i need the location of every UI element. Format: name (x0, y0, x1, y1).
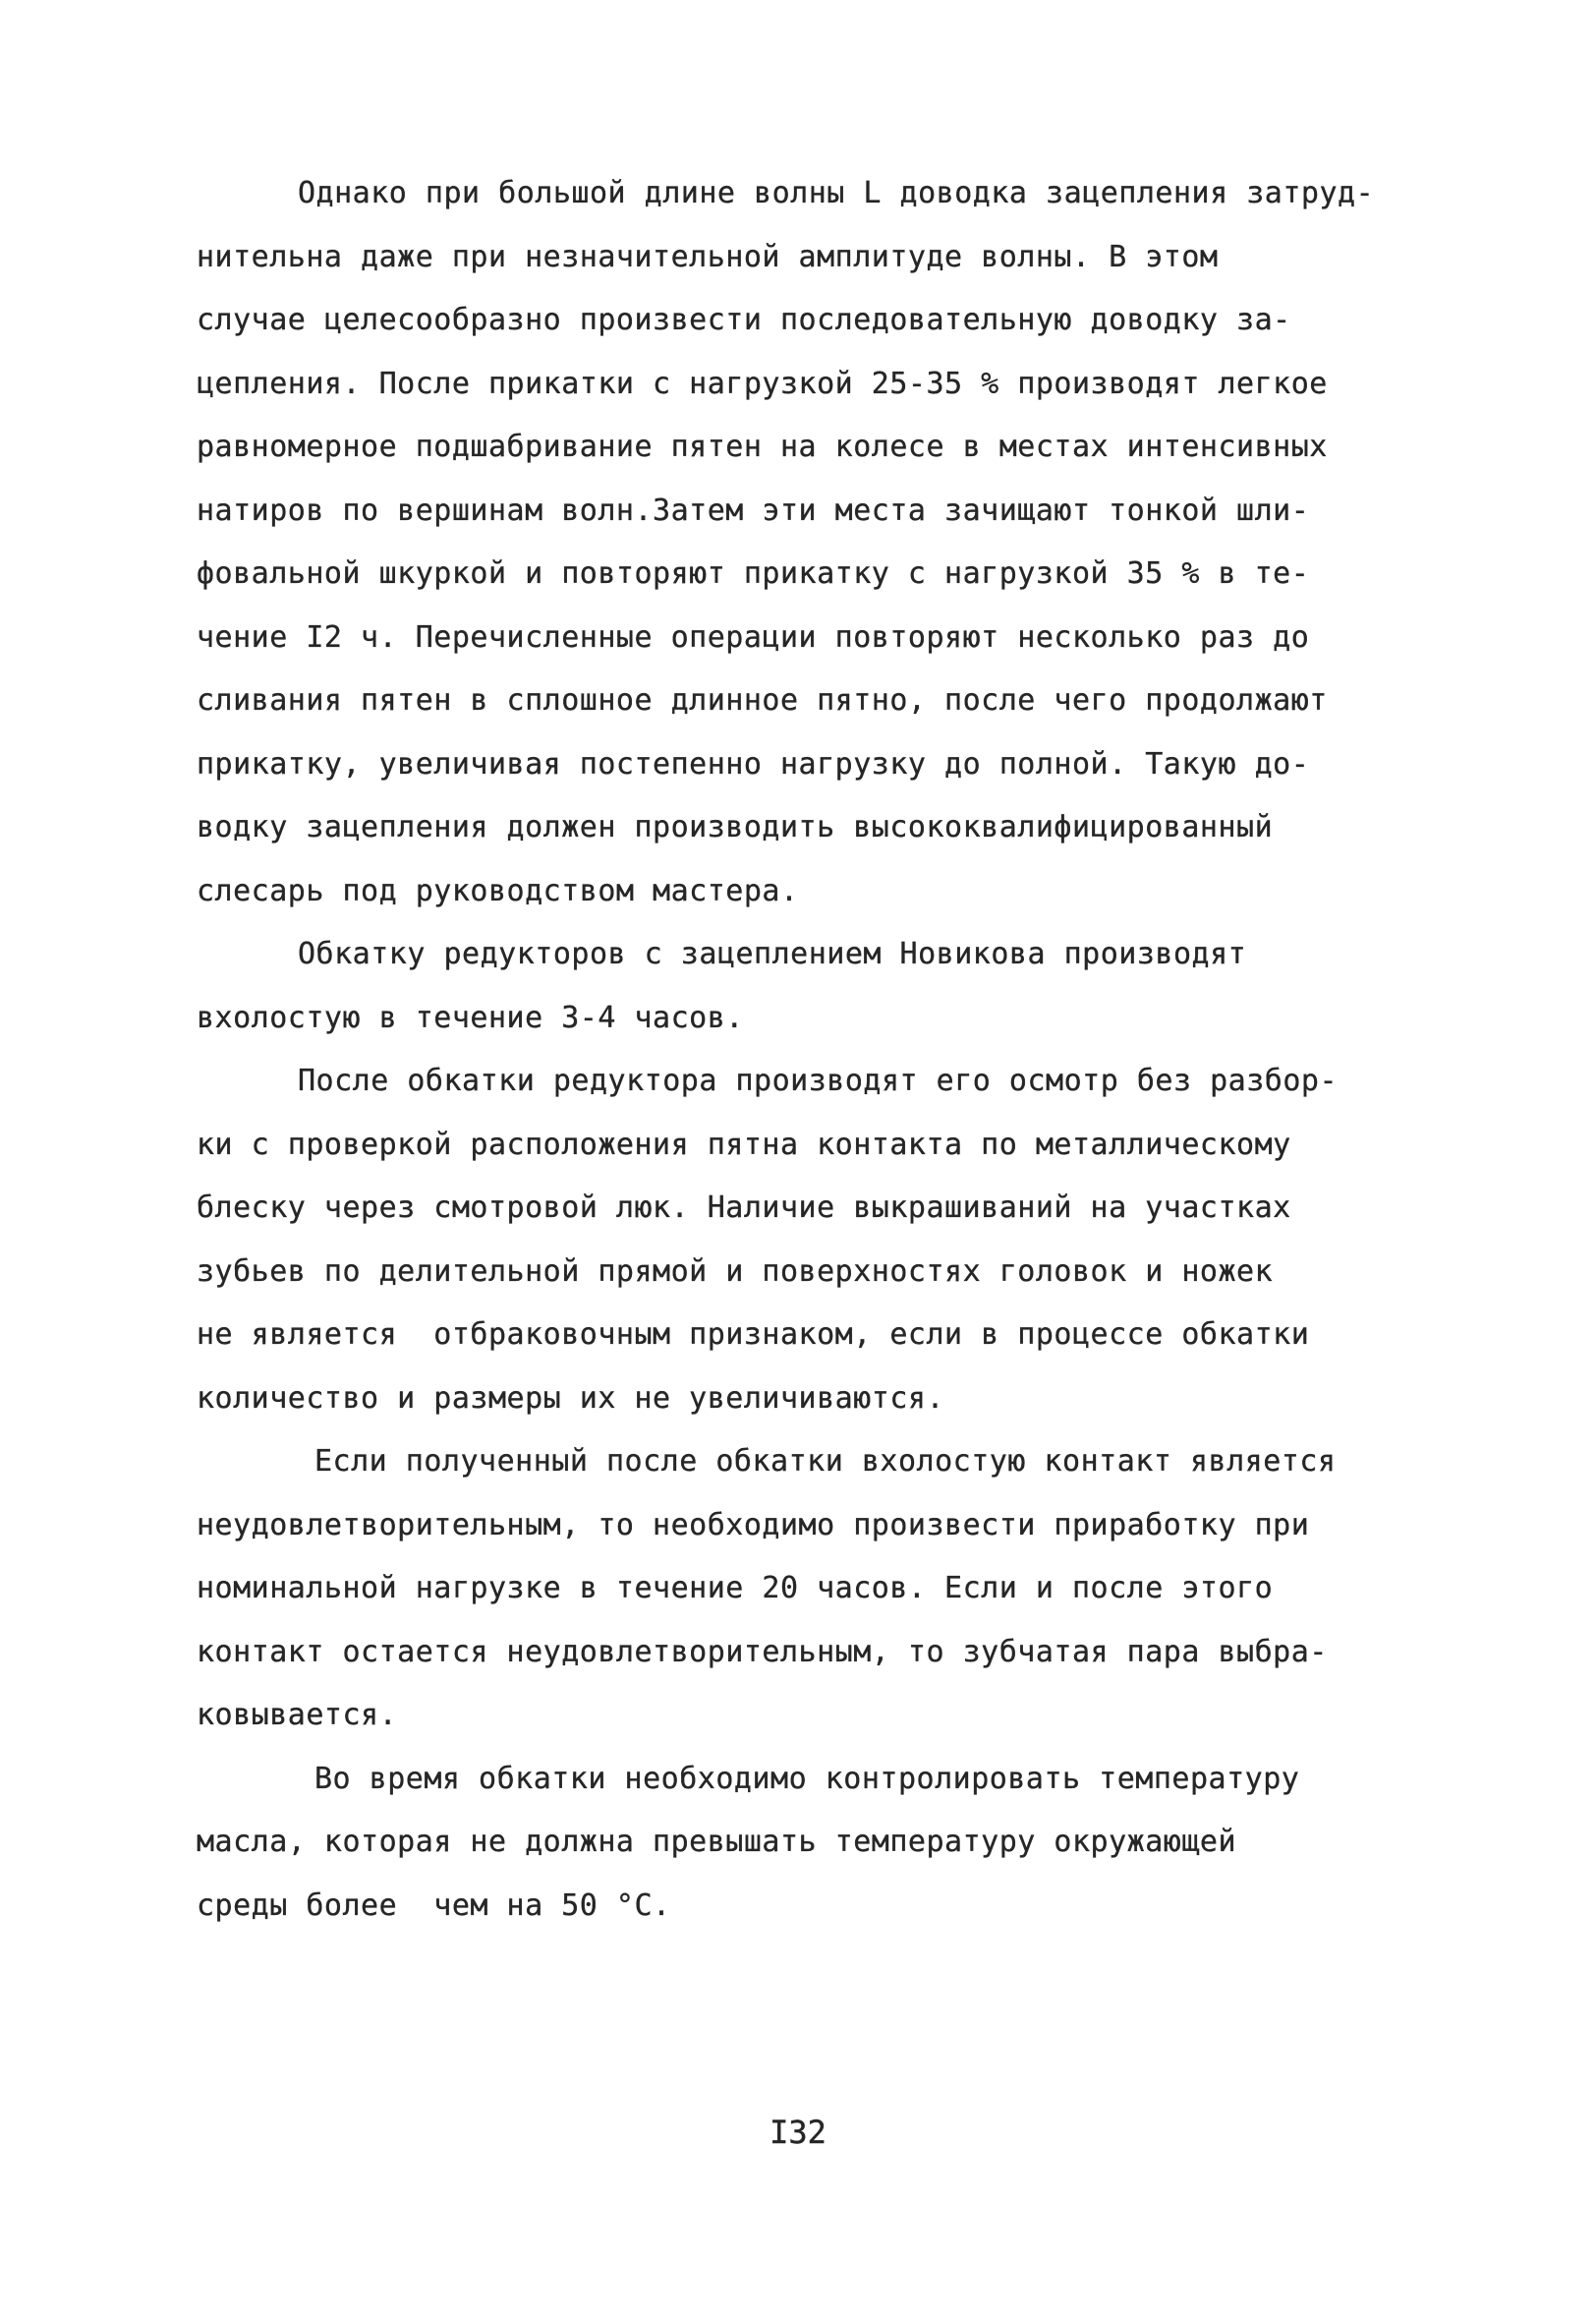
text-line: случае целесообразно произвести последовательную доводку за- (197, 303, 1291, 337)
text-line: Если полученный после обкатки вхолостую контакт является (314, 1444, 1337, 1479)
text-line: слесарь под руководством мастера. (197, 873, 799, 908)
text-line: сливания пятен в сплошное длинное пятно, после чего продолжают (197, 683, 1328, 718)
text-line: чение I2 ч. Перечисленные операции повторяют несколько раз до (197, 619, 1310, 655)
body-text (197, 162, 1435, 1938)
text-line: цепления. После прикатки с нагрузкой 25-35 % производят легкое (197, 366, 1328, 401)
text-line: Обкатку редукторов с зацеплением Новикова производят (298, 937, 1247, 971)
text-line: количество и размеры их не увеличиваются. (197, 1380, 945, 1416)
text-line: равномерное подшабривание пятен на колесе в местах интенсивных (197, 430, 1328, 464)
text-line: Во время обкатки необходимо контролировать температуру (314, 1761, 1300, 1796)
text-line: зубьев по делительной прямой и поверхностях головок и ножек (197, 1253, 1274, 1289)
text-line: После обкатки редуктора производят его осмотр без разбор- (298, 1064, 1339, 1098)
text-line: вхолостую в течение 3-4 часов. (197, 1000, 744, 1035)
text-line: натиров по вершинам волн.Затем эти места зачищают тонкой шли- (197, 493, 1310, 528)
paragraph-3 (197, 1050, 1435, 1430)
text-line: ковывается. (197, 1698, 398, 1732)
text-line: неудовлетворительным, то необходимо произвести приработку при (197, 1507, 1310, 1542)
text-line: водку зацепления должен производить высококвалифицированный (197, 810, 1274, 844)
text-line: фовальной шкуркой и повторяют прикатку с нагрузкой 35 % в те- (197, 556, 1310, 591)
text-line: контакт остается неудовлетворительным, то зубчатая пара выбра- (197, 1634, 1328, 1669)
paragraph-5 (197, 1748, 1435, 1939)
paragraph-2 (197, 923, 1435, 1050)
page-number: I32 (770, 2114, 826, 2151)
paragraph-1 (197, 162, 1435, 923)
text-line: не является отбраковочным признаком, если в процессе обкатки (197, 1317, 1310, 1352)
text-line: Однако при большой длине волны L доводка зацепления затруд- (298, 176, 1375, 210)
text-line: среды более чем на 50 °С. (197, 1887, 671, 1923)
text-line: прикатку, увеличивая постепенно нагрузку до полной. Такую до- (197, 746, 1310, 782)
text-line: масла, которая не должна превышать температуру окружающей (197, 1825, 1237, 1859)
text-line: нительна даже при незначительной амплитуде волны. В этом (197, 239, 1219, 274)
text-line: блеску через смотровой люк. Наличие выкрашиваний на участках (197, 1190, 1291, 1225)
paragraph-4 (197, 1430, 1435, 1748)
text-line: номинальной нагрузке в течение 20 часов. Если и после этого (197, 1571, 1274, 1605)
text-line: ки с проверкой расположения пятна контакта по металлическому (197, 1127, 1291, 1162)
